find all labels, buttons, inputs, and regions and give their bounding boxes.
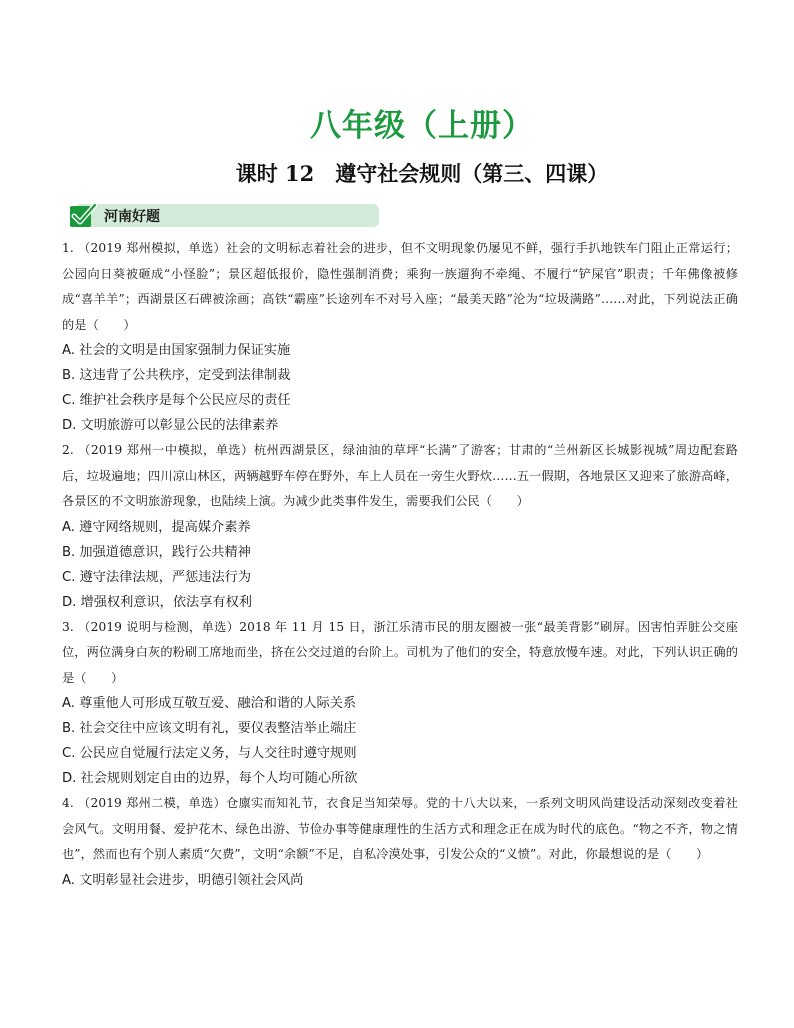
option-c: C. 维护社会秩序是每个公民应尽的责任: [62, 393, 291, 408]
question-item: [62, 438, 738, 615]
option-a: A. 社会的文明是由国家强制力保证实施: [62, 343, 291, 358]
question-stem: 1. （2019 郑州模拟，单选）社会的文明标志着社会的进步，但不文明现象仍屡见不鲜，强行手扒地铁车门阻止正常运行；公园向日葵被砸成“小怪脸”；景区超低报价，隐性强制消费；乘狗一族遛狗不牵绳、不履行“铲屎官”职责；千年佛像被修成“喜羊羊”；西湖景区石碑被涂画；高铁“霸座”长途列车不对号入座；“最美天路”沦为“垃圾满路”……对此，下列说法正确的是（ ）: [62, 241, 738, 332]
option-b: B. 这违背了公共秩序，定受到法律制裁: [62, 368, 291, 383]
option-a: A. 尊重他人可形成互敬互爱、融洽和谐的人际关系: [62, 696, 357, 711]
question-stem: 4. （2019 郑州二模，单选）仓廪实而知礼节，衣食足当知荣辱。党的十八大以来，一系列文明风尚建设活动深刻改变着社会风气。文明用餐、爱护花木、绿色出游、节俭办事等健康理性的生活方式和理念正在成为时代的底色。“物之不齐，物之情也”，然而也有个别人素质“欠费”，文明“余额”不足，自私冷漠处事，引发公众的“义愤”。对此，你最想说的是（ ）: [62, 796, 738, 861]
section-label: 河南好题: [104, 209, 160, 225]
grade-title: 八年级（上册）: [310, 108, 534, 144]
option-d: D. 文明旅游可以彰显公民的法律素养: [62, 418, 279, 433]
question-item: [62, 615, 738, 792]
section-header: [68, 203, 379, 228]
question-stem: 2. （2019 郑州一中模拟，单选）杭州西湖景区，绿油油的草坪“长满”了游客；甘肃的“兰州新区长城影视城”周边配套路后，垃圾遍地；四川凉山林区，两辆越野车停在野外，车上人员在一旁生火野炊……五一假期，各地景区又迎来了旅游高峰，各景区的不文明旅游现象，也陆续上演。为减少此类事件发生，需要我们公民（ ）: [62, 443, 738, 508]
option-a: A. 文明彰显社会进步，明德引领社会风尚: [62, 872, 304, 888]
question-item: [62, 236, 738, 438]
option-d: D. 增强权利意识，依法享有权利: [62, 594, 252, 610]
option-b: B. 社会交往中应该文明有礼，要仪表整洁举止端庄: [62, 721, 357, 736]
option-a: A. 遵守网络规则，提高媒介素养: [62, 519, 251, 535]
checkmark-icon: [68, 201, 98, 229]
option-c: C. 遵守法律法规，严惩违法行为: [62, 569, 252, 585]
question-item: [62, 791, 738, 893]
option-b: B. 加强道德意识，践行公共精神: [62, 544, 251, 560]
question-list: [62, 236, 738, 893]
option-d: D. 社会规则划定自由的边界，每个人均可随心所欲: [62, 771, 358, 786]
option-c: C. 公民应自觉履行法定义务，与人交往时遵守规则: [62, 746, 357, 761]
lesson-title: 课时 12 遵守社会规则（第三、四课）: [235, 161, 609, 186]
question-stem: 3. （2019 说明与检测，单选）2018 年 11 月 15 日，浙江乐清市民的朋友圈被一张“最美背影”刷屏。因害怕弄脏公交座位，两位满身白灰的粉刷工席地而坐，挤在公交过道的台阶上。司机为了他们的安全，特意放慢车速。对此，下列认识正确的是（ ）: [62, 619, 738, 685]
